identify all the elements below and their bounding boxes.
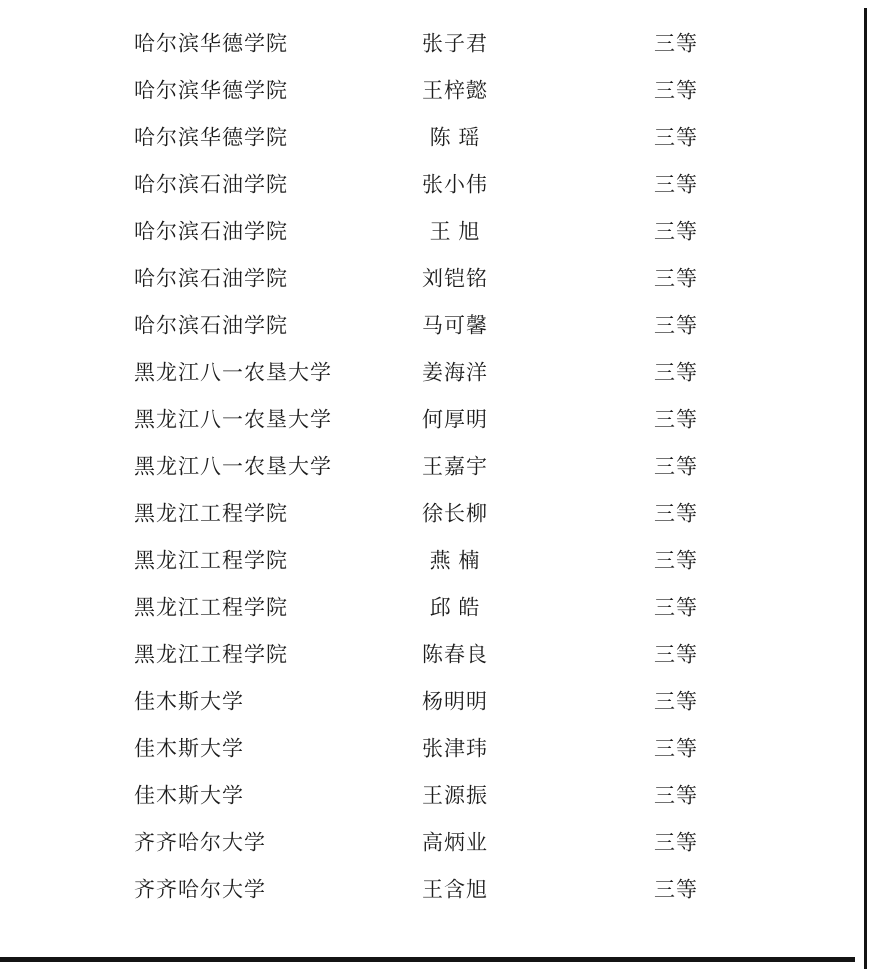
table-row [0, 302, 869, 349]
table-row [0, 678, 869, 725]
student-name-cell: 张津玮 [422, 737, 488, 760]
student-name-cell: 张小伟 [422, 173, 488, 196]
award-level-cell: 三等 [654, 314, 698, 337]
award-level-cell: 三等 [654, 220, 698, 243]
university-cell: 哈尔滨石油学院 [134, 314, 288, 337]
table-row [0, 866, 869, 913]
table-row [0, 490, 869, 537]
student-name-cell: 燕 楠 [429, 549, 481, 572]
university-cell: 哈尔滨华德学院 [134, 32, 288, 55]
award-level-cell: 三等 [654, 549, 698, 572]
student-name-cell: 高炳业 [422, 831, 488, 854]
page-edge-bottom-bar [0, 957, 855, 962]
student-name-cell: 王 旭 [429, 220, 481, 243]
university-cell: 齐齐哈尔大学 [134, 878, 266, 901]
award-level-cell: 三等 [654, 831, 698, 854]
university-cell: 黑龙江八一农垦大学 [134, 408, 332, 431]
student-name-cell: 陈 瑶 [429, 126, 481, 149]
student-name-cell: 杨明明 [422, 690, 488, 713]
table-row [0, 349, 869, 396]
university-cell: 齐齐哈尔大学 [134, 831, 266, 854]
student-name-cell: 徐长柳 [422, 502, 488, 525]
award-level-cell: 三等 [654, 690, 698, 713]
table-row [0, 114, 869, 161]
table-row [0, 725, 869, 772]
student-name-cell: 王源振 [422, 784, 488, 807]
award-level-cell: 三等 [654, 455, 698, 478]
award-level-cell: 三等 [654, 32, 698, 55]
university-cell: 黑龙江工程学院 [134, 596, 288, 619]
university-cell: 黑龙江工程学院 [134, 549, 288, 572]
student-name-cell: 何厚明 [422, 408, 488, 431]
student-name-cell: 刘铠铭 [422, 267, 488, 290]
award-level-cell: 三等 [654, 502, 698, 525]
table-row [0, 208, 869, 255]
table-row [0, 396, 869, 443]
award-level-cell: 三等 [654, 596, 698, 619]
award-level-cell: 三等 [654, 126, 698, 149]
university-cell: 黑龙江八一农垦大学 [134, 361, 332, 384]
university-cell: 哈尔滨石油学院 [134, 173, 288, 196]
table-row [0, 631, 869, 678]
university-cell: 黑龙江工程学院 [134, 502, 288, 525]
award-level-cell: 三等 [654, 361, 698, 384]
award-list [0, 20, 869, 913]
table-row [0, 20, 869, 67]
student-name-cell: 王含旭 [422, 878, 488, 901]
student-name-cell: 马可馨 [422, 314, 488, 337]
table-row [0, 161, 869, 208]
table-row [0, 772, 869, 819]
student-name-cell: 王嘉宇 [422, 455, 488, 478]
university-cell: 哈尔滨石油学院 [134, 267, 288, 290]
university-cell: 黑龙江八一农垦大学 [134, 455, 332, 478]
table-row [0, 255, 869, 302]
student-name-cell: 陈春良 [422, 643, 488, 666]
table-row [0, 443, 869, 490]
university-cell: 黑龙江工程学院 [134, 643, 288, 666]
university-cell: 哈尔滨石油学院 [134, 220, 288, 243]
university-cell: 佳木斯大学 [134, 690, 244, 713]
student-name-cell: 张子君 [422, 32, 488, 55]
university-cell: 哈尔滨华德学院 [134, 126, 288, 149]
student-name-cell: 邱 皓 [429, 596, 481, 619]
page-edge-right-line [864, 8, 867, 969]
award-level-cell: 三等 [654, 878, 698, 901]
award-level-cell: 三等 [654, 173, 698, 196]
award-level-cell: 三等 [654, 737, 698, 760]
table-row [0, 819, 869, 866]
student-name-cell: 王梓懿 [422, 79, 488, 102]
university-cell: 佳木斯大学 [134, 784, 244, 807]
award-level-cell: 三等 [654, 267, 698, 290]
university-cell: 哈尔滨华德学院 [134, 79, 288, 102]
award-level-cell: 三等 [654, 79, 698, 102]
table-row [0, 67, 869, 114]
award-level-cell: 三等 [654, 643, 698, 666]
award-level-cell: 三等 [654, 408, 698, 431]
table-row [0, 537, 869, 584]
student-name-cell: 姜海洋 [422, 361, 488, 384]
award-level-cell: 三等 [654, 784, 698, 807]
table-row [0, 584, 869, 631]
university-cell: 佳木斯大学 [134, 737, 244, 760]
